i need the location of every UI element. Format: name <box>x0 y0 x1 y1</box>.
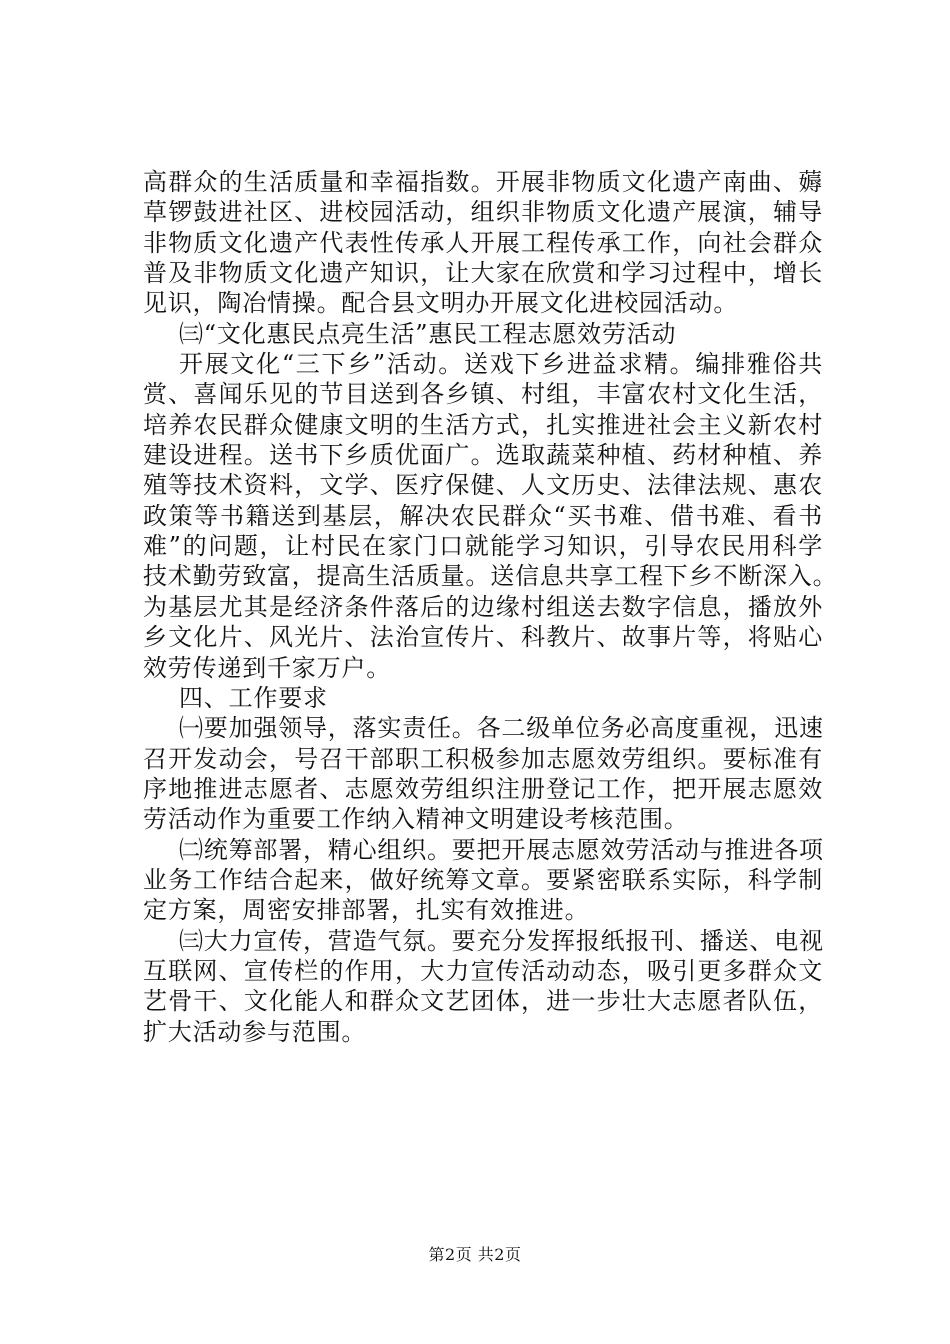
text-line: 非物质文化遗产代表性传承人开展工程传承工作，向社会群众 <box>143 228 823 257</box>
text-line: 业务工作结合起来，做好统筹文章。要紧密联系实际，科学制 <box>143 865 823 894</box>
text-line: ㈡统筹部署，精心组织。要把开展志愿效劳活动与推进各项 <box>179 835 824 864</box>
text-line: 草锣鼓进社区、进校园活动，组织非物质文化遗产展演，辅导 <box>143 198 823 227</box>
text-line: 为基层尤其是经济条件落后的边缘村组送去数字信息，播放外 <box>143 592 823 621</box>
text-line: 见识，陶冶情操。配合县文明办开展文化进校园活动。 <box>143 289 739 318</box>
text-line: ㈠要加强领导，落实责任。各二级单位务必高度重视，迅速 <box>179 714 824 743</box>
text-line: 建设进程。送书下乡质优面广。选取蔬菜种植、药材种植、养 <box>143 441 823 470</box>
text-line: 召开发动会，号召干部职工积极参加志愿效劳组织。要标准有 <box>143 744 823 773</box>
text-line: 培养农民群众健康文明的生活方式，扎实推进社会主义新农村 <box>143 410 823 439</box>
text-line: 序地推进志愿者、志愿效劳组织注册登记工作，把开展志愿效 <box>143 774 823 803</box>
text-line: 高群众的生活质量和幸福指数。开展非物质文化遗产南曲、薅 <box>143 168 823 196</box>
text-line: 技术勤劳致富，提高生活质量。送信息共享工程下乡不断深入。 <box>143 562 838 591</box>
section-heading: ㈢“文化惠民点亮生活”惠民工程志愿效劳活动 <box>179 319 677 348</box>
text-line: 互联网、宣传栏的作用，大力宣传活动动态，吸引更多群众文 <box>143 956 823 985</box>
text-line: 效劳传递到千家万户。 <box>143 653 391 682</box>
text-line: 开展文化“三下乡”活动。送戏下乡进益求精。编排雅俗共 <box>179 350 823 379</box>
page-footer: 第2页 共2页 <box>428 1245 522 1264</box>
text-line: 政策等书籍送到基层，解决农民群众“买书难、借书难、看书 <box>143 501 823 530</box>
text-line: 难”的问题，让村民在家门口就能学习知识，引导农民用科学 <box>143 532 823 561</box>
body-text <box>143 167 838 1047</box>
text-line: 殖等技术资料，文学、医疗保健、人文历史、法律法规、惠农 <box>143 471 823 500</box>
text-line: ㈢大力宣传，营造气氛。要充分发挥报纸报刊、播送、电视 <box>179 926 824 955</box>
text-line: 劳活动作为重要工作纳入精神文明建设考核范围。 <box>143 805 689 834</box>
text-line: 普及非物质文化遗产知识，让大家在欣赏和学习过程中，增长 <box>143 259 823 288</box>
text-line: 艺骨干、文化能人和群众文艺团体，进一步壮大志愿者队伍， <box>143 987 823 1016</box>
text-line: 定方案，周密安排部署，扎实有效推进。 <box>143 896 590 925</box>
text-line: 赏、喜闻乐见的节目送到各乡镇、村组，丰富农村文化生活， <box>143 380 823 409</box>
text-line: 扩大活动参与范围。 <box>143 1017 367 1046</box>
section-heading: 四、工作要求 <box>179 683 328 712</box>
text-line: 乡文化片、风光片、法治宣传片、科教片、故事片等，将贴心 <box>143 623 823 652</box>
